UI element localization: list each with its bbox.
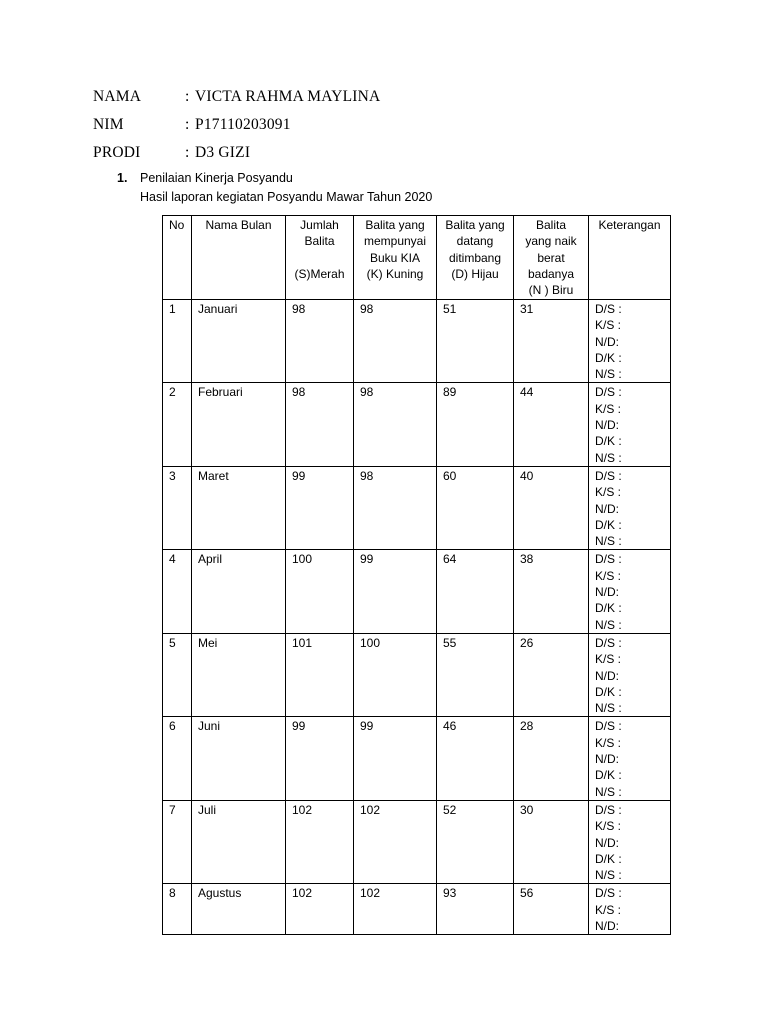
identity-value: P17110203091 [195, 116, 291, 133]
cell-jumlah-balita: 98 [286, 300, 354, 383]
table-row [163, 717, 671, 800]
cell-no: 3 [163, 466, 192, 549]
cell-naik-berat: 40 [514, 466, 589, 549]
report-table [162, 215, 671, 935]
keterangan-line: D/K : [595, 768, 622, 783]
keterangan-line: N/D: [595, 835, 619, 850]
header-line: Balita [304, 234, 335, 249]
keterangan-line: K/S : [595, 652, 622, 667]
header-naik-berat [514, 216, 589, 300]
cell-nama-bulan: Februari [192, 383, 286, 466]
cell-keterangan [589, 383, 671, 466]
cell-jumlah-balita: 101 [286, 633, 354, 716]
cell-jumlah-balita: 100 [286, 550, 354, 633]
cell-keterangan [589, 466, 671, 549]
keterangan-line: D/S : [595, 719, 622, 734]
keterangan-line: N/S : [595, 701, 622, 716]
keterangan-line: N/D: [595, 334, 619, 349]
identity-label: PRODI [93, 144, 141, 161]
cell-jumlah-balita: 99 [286, 717, 354, 800]
identity-value: D3 GIZI [195, 144, 251, 161]
cell-naik-berat: 44 [514, 383, 589, 466]
cell-keterangan [589, 717, 671, 800]
section-subtitle: Hasil laporan kegiatan Posyandu Mawar Tahun 2020 [140, 190, 433, 204]
identity-label: NAMA [93, 88, 142, 105]
header-line [288, 250, 351, 266]
cell-keterangan [589, 633, 671, 716]
keterangan-line: K/S : [595, 568, 622, 583]
cell-jumlah-balita: 99 [286, 466, 354, 549]
cell-nama-bulan: Juni [192, 717, 286, 800]
cell-no: 7 [163, 800, 192, 883]
keterangan-line: N/S : [595, 784, 622, 799]
cell-naik-berat: 38 [514, 550, 589, 633]
cell-naik-berat: 30 [514, 800, 589, 883]
header-line: datang [456, 234, 494, 249]
header-line: Balita [535, 218, 567, 232]
cell-buku-kia: 98 [354, 466, 437, 549]
keterangan-line: N/D: [595, 585, 619, 600]
cell-nama-bulan: Maret [192, 466, 286, 549]
cell-jumlah-balita: 98 [286, 383, 354, 466]
keterangan-line: N/S : [595, 868, 622, 883]
header-line: Jumlah [300, 218, 339, 232]
identity-label: NIM [93, 116, 124, 133]
cell-ditimbang: 60 [437, 466, 514, 549]
table-row [163, 383, 671, 466]
cell-buku-kia: 98 [354, 383, 437, 466]
keterangan-line: D/K : [595, 350, 622, 365]
cell-no: 5 [163, 633, 192, 716]
cell-nama-bulan: April [192, 550, 286, 633]
keterangan-line: K/S : [595, 318, 622, 333]
header-line: berat [537, 250, 565, 265]
cell-keterangan [589, 884, 671, 935]
cell-buku-kia: 100 [354, 633, 437, 716]
keterangan-line: D/K : [595, 434, 622, 449]
table-row [163, 550, 671, 633]
keterangan-line: D/S : [595, 385, 622, 400]
cell-nama-bulan: Mei [192, 633, 286, 716]
keterangan-line: K/S : [595, 902, 622, 917]
cell-naik-berat: 31 [514, 300, 589, 383]
table-body [163, 300, 671, 935]
cell-keterangan [589, 300, 671, 383]
cell-no: 2 [163, 383, 192, 466]
header-no: No [163, 216, 192, 300]
keterangan-line: K/S : [595, 485, 622, 500]
header-line: (K) Kuning [366, 266, 424, 281]
keterangan-line: N/D: [595, 918, 619, 933]
cell-naik-berat: 56 [514, 884, 589, 935]
cell-buku-kia: 99 [354, 717, 437, 800]
table-row [163, 633, 671, 716]
keterangan-line: N/S : [595, 367, 622, 382]
keterangan-line: D/S : [595, 468, 622, 483]
identity-separator: : [185, 88, 190, 105]
cell-ditimbang: 52 [437, 800, 514, 883]
header-datang-ditimbang [437, 216, 514, 300]
header-buku-kia [354, 216, 437, 300]
keterangan-line: N/D: [595, 418, 619, 433]
keterangan-line: D/S : [595, 886, 622, 901]
section-title: Penilaian Kinerja Posyandu [140, 171, 293, 185]
keterangan-line: D/S : [595, 802, 622, 817]
keterangan-line: N/S : [595, 617, 622, 632]
cell-jumlah-balita: 102 [286, 884, 354, 935]
cell-no: 6 [163, 717, 192, 800]
table-row [163, 800, 671, 883]
identity-separator: : [185, 116, 190, 133]
identity-separator: : [185, 144, 190, 161]
cell-ditimbang: 64 [437, 550, 514, 633]
header-jumlah-balita [286, 216, 354, 300]
header-keterangan: Keterangan [589, 216, 671, 300]
cell-buku-kia: 99 [354, 550, 437, 633]
keterangan-line: K/S : [595, 735, 622, 750]
cell-no: 4 [163, 550, 192, 633]
header-line: Buku KIA [369, 250, 421, 265]
cell-keterangan [589, 550, 671, 633]
cell-nama-bulan: Agustus [192, 884, 286, 935]
cell-no: 8 [163, 884, 192, 935]
cell-no: 1 [163, 300, 192, 383]
header-line: Balita yang [365, 218, 425, 232]
keterangan-line: N/D: [595, 752, 619, 767]
header-line: badanya [527, 266, 575, 281]
keterangan-line: K/S : [595, 819, 622, 834]
cell-ditimbang: 46 [437, 717, 514, 800]
keterangan-line: D/K : [595, 601, 622, 616]
keterangan-line: D/K : [595, 851, 622, 866]
keterangan-line: D/S : [595, 635, 622, 650]
cell-nama-bulan: Januari [192, 300, 286, 383]
header-line: (D) Hijau [451, 266, 499, 281]
cell-naik-berat: 26 [514, 633, 589, 716]
cell-buku-kia: 98 [354, 300, 437, 383]
identity-value: VICTA RAHMA MAYLINA [195, 88, 381, 105]
section-number: 1. [117, 171, 128, 185]
keterangan-line: N/S : [595, 534, 622, 549]
cell-buku-kia: 102 [354, 800, 437, 883]
cell-naik-berat: 28 [514, 717, 589, 800]
keterangan-line: N/D: [595, 668, 619, 683]
header-nama-bulan: Nama Bulan [192, 216, 286, 300]
table-row [163, 884, 671, 935]
table-row [163, 466, 671, 549]
keterangan-line: N/S : [595, 450, 622, 465]
cell-buku-kia: 102 [354, 884, 437, 935]
cell-nama-bulan: Juli [192, 800, 286, 883]
header-line: yang naik [525, 234, 577, 249]
header-line: ditimbang [448, 250, 502, 265]
cell-ditimbang: 51 [437, 300, 514, 383]
keterangan-line: D/S : [595, 302, 622, 316]
header-line: (S)Merah [294, 266, 345, 281]
header-line: Balita yang [445, 218, 505, 232]
keterangan-line: N/D: [595, 501, 619, 516]
header-line: (N ) Biru [528, 283, 574, 298]
keterangan-line: D/K : [595, 517, 622, 532]
cell-jumlah-balita: 102 [286, 800, 354, 883]
keterangan-line: K/S : [595, 401, 622, 416]
keterangan-line: D/K : [595, 684, 622, 699]
table-row [163, 300, 671, 383]
cell-ditimbang: 93 [437, 884, 514, 935]
cell-keterangan [589, 800, 671, 883]
table-header-row [163, 216, 671, 300]
cell-ditimbang: 55 [437, 633, 514, 716]
header-line: mempunyai [363, 234, 427, 249]
cell-ditimbang: 89 [437, 383, 514, 466]
keterangan-line: D/S : [595, 552, 622, 567]
